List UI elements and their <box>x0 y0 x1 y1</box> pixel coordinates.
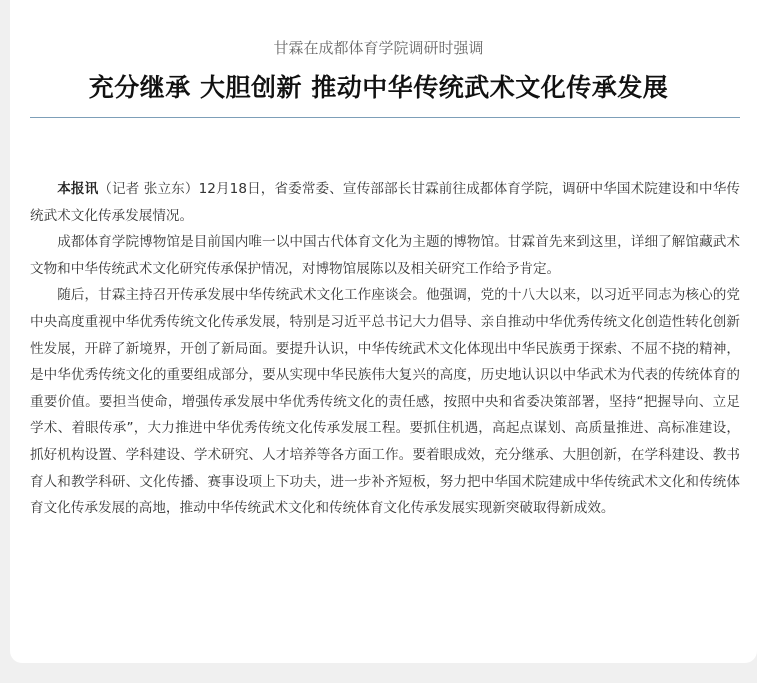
article-subtitle: 甘霖在成都体育学院调研时强调 <box>273 39 484 57</box>
article-body <box>30 176 740 522</box>
paragraph-1-text: （记者 张立东）12月18日，省委常委、宣传部部长甘霖前往成都体育学院，调研中华国术院建设和中华传统武术文化传承发展情况。 <box>30 181 740 224</box>
lead-label: 本报讯 <box>57 181 99 197</box>
title-divider <box>30 117 740 118</box>
article-paragraph-1 <box>30 176 740 229</box>
article-paragraph-3: 随后，甘霖主持召开传承发展中华传统武术文化工作座谈会。他强调，党的十八大以来，以习近平同志为核心的党中央高度重视中华优秀传统文化传承发展，特别是习近平总书记大力倡导、亲自推动中华优秀传统文化创造性转化创新性发展，开辟了新境界，开创了新局面。要提升认识，中华传统武术文化体现出中华民族勇于探索、不屈不挠的精神，是中华优秀传统文化的重要组成部分，要从实现中华民族伟大复兴的高度，历史地认识以中华武术为代表的传统体育的重要价值。要担当使命，增强传承发展中华优秀传统文化的责任感，按照中央和省委决策部署，坚持“把握导向、立足学术、着眼传承”，大力推进中华优秀传统文化传承发展工程。要抓住机遇，高起点谋划、高质量推进、高标准建设，抓好机构设置、学科建设、学术研究、人才培养等各方面工作。要着眼成效，充分继承、大胆创新，在学科建设、教书育人和教学科研、文化传播、赛事设项上下功夫，进一步补齐短板，努力把中华国术院建成中华传统武术文化和传统体育文化传承发展的高地，推动中华传统武术文化和传统体育文化传承发展实现新突破取得新成效。 <box>30 287 740 517</box>
article-title: 充分继承 大胆创新 推动中华传统武术文化传承发展 <box>88 73 669 102</box>
article-paragraph-2: 成都体育学院博物馆是目前国内唯一以中国古代体育文化为主题的博物馆。甘霖首先来到这里，详细了解馆藏武术文物和中华传统武术文化研究传承保护情况，对博物馆展陈以及相关研究工作给予肯定。 <box>30 234 740 277</box>
